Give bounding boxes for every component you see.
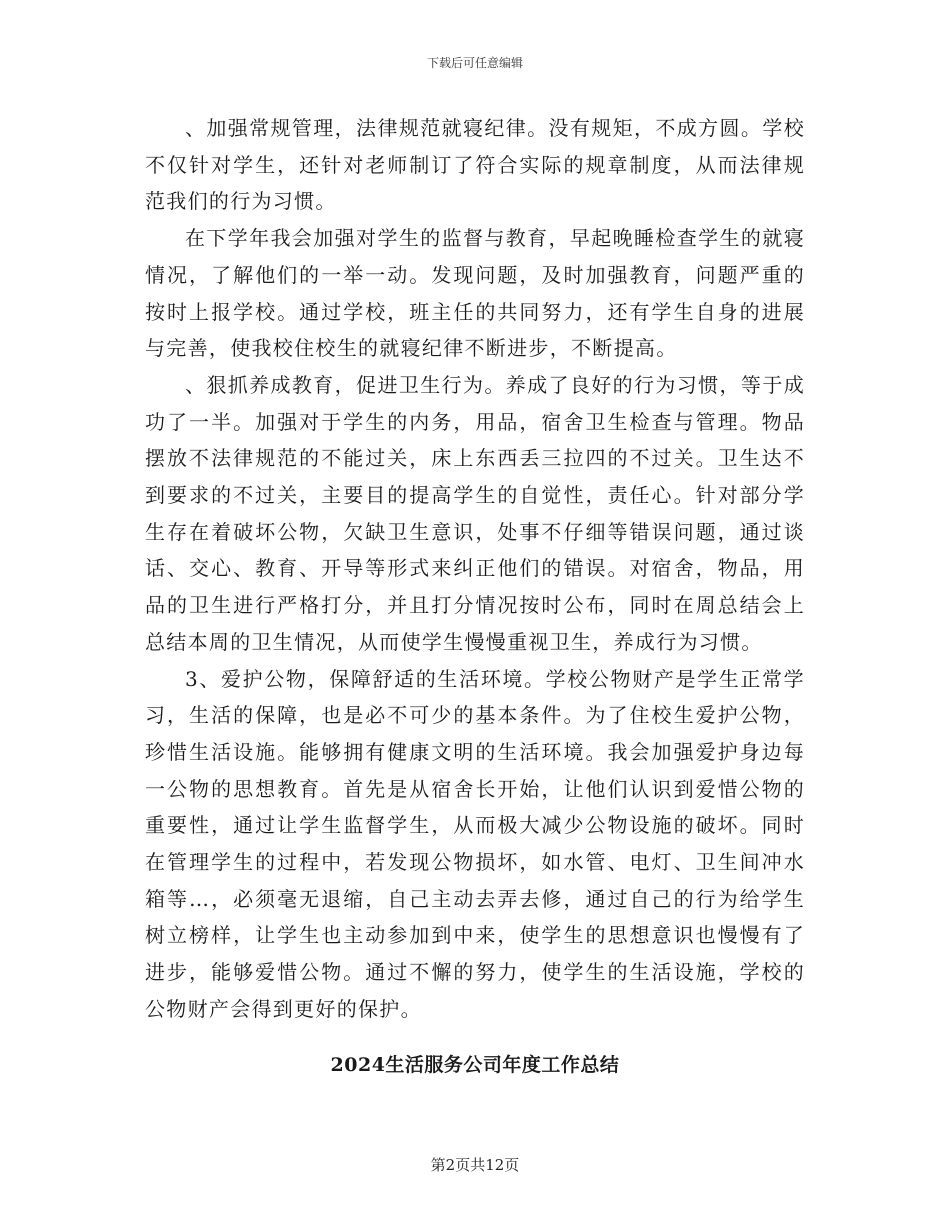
paragraph-discipline: 、加强常规管理，法律规范就寝纪律。没有规矩，不成方圆。学校不仅针对学生，还针对老师制订了符合实际的规章制度，从而法律规范我们的行为习惯。 (145, 116, 805, 214)
page-header: 下载后可任意编辑 (426, 56, 523, 70)
body-text (145, 110, 805, 1028)
paragraph-public-property: 3、爱护公物，保障舒适的生活环境。学校公物财产是学生正常学习，生活的保障，也是必不可少的基本条件。为了住校生爱护公物，珍惜生活设施。能够拥有健康文明的生活环境。我会加强爱护身边每一公物的思想教育。首先是从宿舍长开始，让他们认识到爱惜公物的重要性，通过让学生监督学生，从而极大减少公物设施的破坏。同时在管理学生的过程中，若发现公物损坏，如水管、电灯、卫生间冲水箱等…，必须毫无退缩，自己主动去弄去修，通过自己的行为给学生树立榜样，让学生也主动参加到中来，使学生的思想意识也慢慢有了进步，能够爱惜公物。通过不懈的努力，使学生的生活设施，学校的公物财产会得到更好的保护。 (145, 666, 805, 1021)
section-title: 2024生活服务公司年度工作总结 (330, 1054, 620, 1076)
paragraph-hygiene: 、狠抓养成教育，促进卫生行为。养成了良好的行为习惯，等于成功了一半。加强对于学生的内务，用品，宿舍卫生检查与管理。物品摆放不法律规范的不能过关，床上东西丢三拉四的不过关。卫生达不到要求的不过关，主要目的提高学生的自觉性，责任心。针对部分学生存在着破坏公物，欠缺卫生意识，处事不仔细等错误问题，通过谈话、交心、教育、开导等形式来纠正他们的错误。对宿舍，物品，用品的卫生进行严格打分，并且打分情况按时公布，同时在周总结会上总结本周的卫生情况，从而使学生慢慢重视卫生，养成行为习惯。 (145, 372, 805, 654)
page-footer: 第2页共12页 (430, 1156, 520, 1174)
paragraph-supervision: 在下学年我会加强对学生的监督与教育，早起晚睡检查学生的就寝情况，了解他们的一举一动。发现问题，及时加强教育，问题严重的按时上报学校。通过学校，班主任的共同努力，还有学生自身的进展与完善，使我校住校生的就寝纪律不断进步，不断提高。 (145, 226, 805, 361)
